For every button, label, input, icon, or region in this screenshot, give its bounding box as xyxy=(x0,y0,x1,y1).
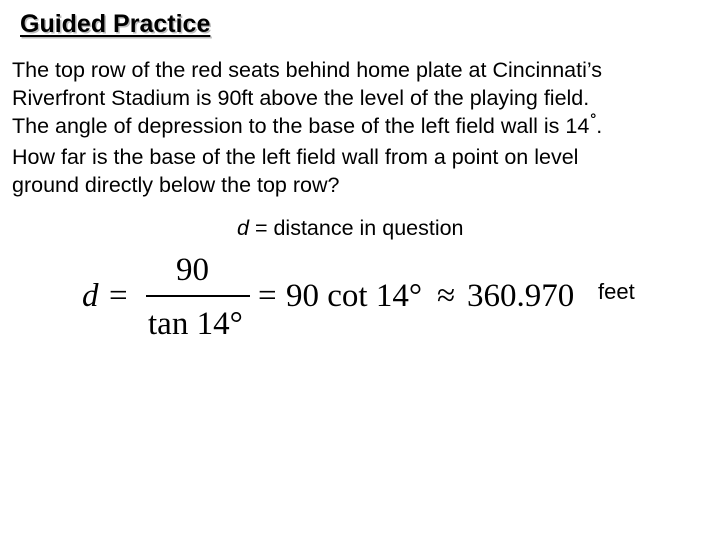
equation xyxy=(82,252,682,348)
fraction-numerator: 90 xyxy=(176,252,209,288)
degree-symbol: ° xyxy=(590,111,597,128)
slide-title: Guided Practice xyxy=(20,10,211,38)
problem-line xyxy=(12,112,712,143)
fraction-bar xyxy=(146,295,250,297)
problem-line: Riverfront Stadium is 90ft above the level of the playing field. xyxy=(12,86,590,110)
equation-cotangent-form: 90 cot 14° xyxy=(286,278,423,314)
approx-symbol: ≈ xyxy=(437,278,456,314)
equation-lhs: d xyxy=(82,278,99,314)
problem-line: How far is the base of the left field wall from a point on level xyxy=(12,145,579,169)
definition-text: = distance in question xyxy=(248,216,464,240)
variable-definition xyxy=(237,216,464,241)
problem-line-text: The angle of depression to the base of the left field wall is 14 xyxy=(12,114,590,138)
problem-line: ground directly below the top row? xyxy=(12,173,340,197)
problem-line: The top row of the red seats behind home plate at Cincinnati’s xyxy=(12,58,603,82)
equation-equals-second: = xyxy=(258,278,277,314)
fraction-denominator: tan 14° xyxy=(148,306,243,342)
problem-line-period: . xyxy=(596,114,603,138)
equation-equals: = xyxy=(109,278,128,314)
equation-result: 360.970 xyxy=(467,278,575,314)
definition-variable: d xyxy=(237,216,249,240)
result-unit: feet xyxy=(598,279,635,304)
problem-statement xyxy=(12,56,712,199)
